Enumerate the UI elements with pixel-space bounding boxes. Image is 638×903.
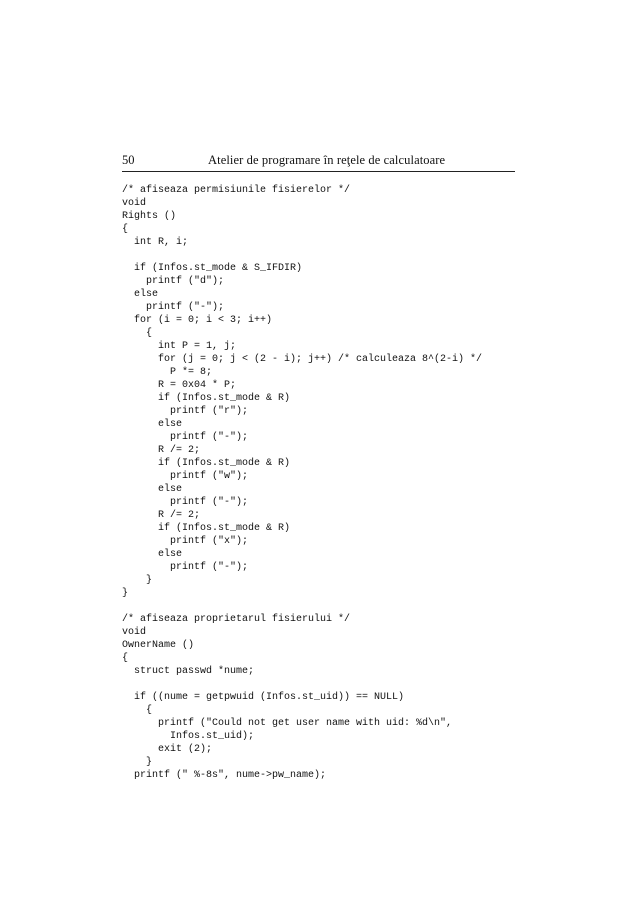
- code-line: [122, 600, 482, 613]
- code-line: else: [122, 288, 159, 300]
- code-line: Rights (): [122, 210, 177, 222]
- code-line: printf (" %-8s", nume->pw_name);: [122, 769, 327, 781]
- code-line: void: [122, 626, 147, 638]
- code-line: Infos.st_uid);: [122, 730, 255, 742]
- code-line: P *= 8;: [122, 366, 213, 378]
- page-number: 50: [122, 153, 135, 167]
- code-line: printf ("x");: [122, 535, 249, 547]
- code-line: int R, i;: [122, 236, 189, 248]
- code-listing: [122, 184, 482, 782]
- code-line: printf ("w");: [122, 470, 249, 482]
- code-line: int P = 1, j;: [122, 340, 237, 352]
- code-line: for (i = 0; i < 3; i++): [122, 314, 273, 326]
- code-line: printf ("r");: [122, 405, 249, 417]
- code-line: printf ("d");: [122, 275, 225, 287]
- code-line: printf ("-");: [122, 561, 249, 573]
- code-line: /* afiseaza permisiunile fisierelor */: [122, 184, 351, 196]
- code-line: /* afiseaza proprietarul fisierului */: [122, 613, 351, 625]
- code-line: printf ("-");: [122, 431, 249, 443]
- code-line: exit (2);: [122, 743, 213, 755]
- page-header: [122, 153, 515, 171]
- code-line: R /= 2;: [122, 444, 201, 456]
- code-line: }: [122, 587, 129, 599]
- code-line: else: [122, 418, 183, 430]
- header-rule: [122, 171, 515, 172]
- code-line: void: [122, 197, 147, 209]
- code-line: else: [122, 548, 183, 560]
- code-line: else: [122, 483, 183, 495]
- code-line: printf ("Could not get user name with uid: %d\n",: [122, 717, 453, 729]
- code-line: if (Infos.st_mode & R): [122, 522, 291, 534]
- code-line: R /= 2;: [122, 509, 201, 521]
- code-line: [122, 678, 482, 691]
- code-line: {: [122, 704, 153, 716]
- code-line: printf ("-");: [122, 496, 249, 508]
- code-line: {: [122, 327, 153, 339]
- code-line: {: [122, 223, 129, 235]
- code-line: R = 0x04 * P;: [122, 379, 237, 391]
- running-title: Atelier de programare în reţele de calculatoare: [208, 153, 446, 167]
- code-line: for (j = 0; j < (2 - i); j++) /* calculeaza 8^(2-i) */: [122, 353, 483, 365]
- code-line: OwnerName (): [122, 639, 195, 651]
- code-line: [122, 249, 482, 262]
- code-line: if (Infos.st_mode & R): [122, 457, 291, 469]
- code-line: }: [122, 756, 153, 768]
- code-line: {: [122, 652, 129, 664]
- code-line: struct passwd *nume;: [122, 665, 255, 677]
- code-line: if ((nume = getpwuid (Infos.st_uid)) == NULL): [122, 691, 405, 703]
- code-line: printf ("-");: [122, 301, 225, 313]
- code-line: if (Infos.st_mode & R): [122, 392, 291, 404]
- code-line: if (Infos.st_mode & S_IFDIR): [122, 262, 303, 274]
- code-line: }: [122, 574, 153, 586]
